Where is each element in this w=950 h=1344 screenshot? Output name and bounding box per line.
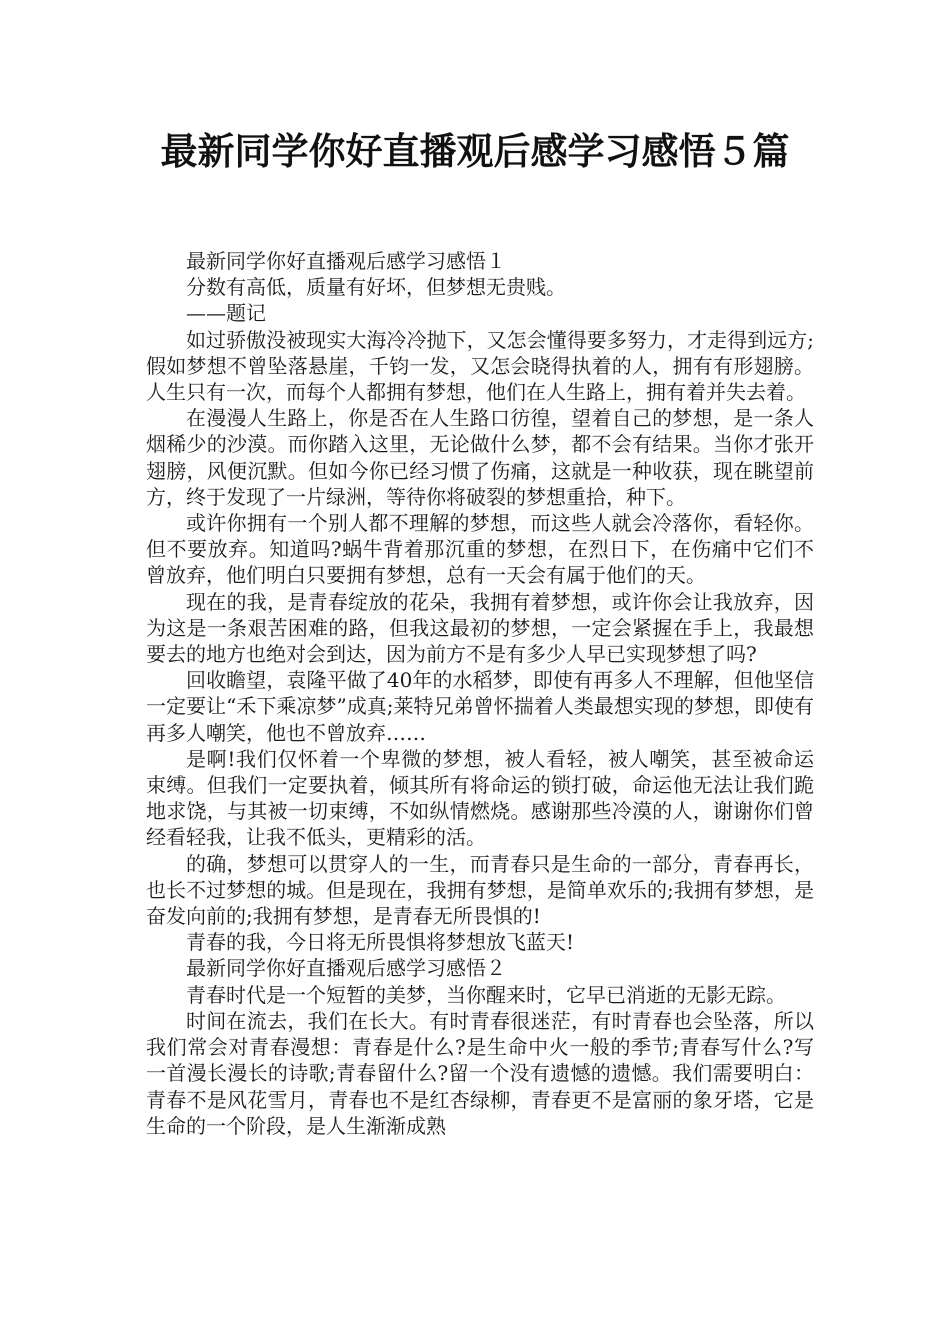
paragraph: 在漫漫人生路上，你是否在人生路口彷徨，望着自己的梦想，是一条人烟稀少的沙漠。而你踏入这里，无论做什么梦，都不会有结果。当你才张开翅膀，风便沉默。但如今你已经习惯了伤痛，这就是一种收获，现在眺望前方，终于发现了一片绿洲，等待你将破裂的梦想重拾，种下。	[146, 406, 814, 509]
paragraph: 或许你拥有一个别人都不理解的梦想，而这些人就会冷落你，看轻你。但不要放弃。知道吗?蜗牛背着那沉重的梦想，在烈日下，在伤痛中它们不曾放弃，他们明白只要拥有梦想，总有一天会有属于他们的天。	[146, 511, 814, 588]
paragraph: 青春的我，今日将无所畏惧将梦想放飞蓝天!	[186, 930, 575, 955]
epigraph-attribution: ——题记	[186, 301, 266, 326]
section-heading-2: 最新同学你好直播观后感学习感悟２	[186, 956, 506, 981]
paragraph: 分数有高低，质量有好坏，但梦想无贵贱。	[186, 275, 566, 300]
section-heading-1: 最新同学你好直播观后感学习感悟１	[186, 249, 506, 273]
paragraph: 如过骄傲没被现实大海冷冷抛下，又怎会懂得要多努力，才走得到远方;假如梦想不曾坠落悬崖，千钧一发，又怎会晓得执着的人，拥有有形翅膀。人生只有一次，而每个人都拥有梦想，他们在人生路上，拥有着并失去着。	[146, 327, 814, 405]
paragraph: 青春时代是一个短暂的美梦，当你醒来时，它早已消逝的无影无踪。	[186, 982, 786, 1007]
paragraph: 是啊!我们仅怀着一个卑微的梦想，被人看轻，被人嘲笑，甚至被命运束缚。但我们一定要执着，倾其所有将命运的锁打破，命运他无法让我们跪地求饶，与其被一切束缚，不如纵情燃烧。感谢那些冷漠的人，谢谢你们曾经看轻我，让我不低头，更精彩的活。	[146, 746, 814, 850]
paragraph: 回收瞻望，袁隆平做了40年的水稻梦，即使有再多人不理解，但他坚信一定要让“禾下乘凉梦”成真;莱特兄弟曾怀揣着人类最想实现的梦想，即使有再多人嘲笑，他也不曾放弃……	[146, 668, 814, 745]
document-title: 最新同学你好直播观后感学习感悟５篇	[160, 130, 790, 173]
document-body	[146, 248, 814, 1139]
paragraph: 现在的我，是青春绽放的花朵，我拥有着梦想，或许你会让我放弃，因为这是一条艰苦困难的路，但我这最初的梦想，一定会紧握在手上，我最想要去的地方也绝对会到达，因为前方不是有多少人早已实现梦想了吗?	[146, 589, 814, 667]
paragraph: 时间在流去，我们在长大。有时青春很迷茫，有时青春也会坠落，所以我们常会对青春漫想：青春是什么?是生命中火一般的季节;青春写什么?写一首漫长漫长的诗歌;青春留什么?留一个没有遗憾的遗憾。我们需要明白：青春不是风花雪月，青春也不是红杏绿柳，青春更不是富丽的象牙塔，它是生命的一个阶段，是人生渐渐成熟	[146, 1008, 814, 1138]
paragraph: 的确，梦想可以贯穿人的一生，而青春只是生命的一部分，青春再长，也长不过梦想的城。但是现在，我拥有梦想，是简单欢乐的;我拥有梦想，是奋发向前的;我拥有梦想，是青春无所畏惧的!	[146, 851, 814, 929]
